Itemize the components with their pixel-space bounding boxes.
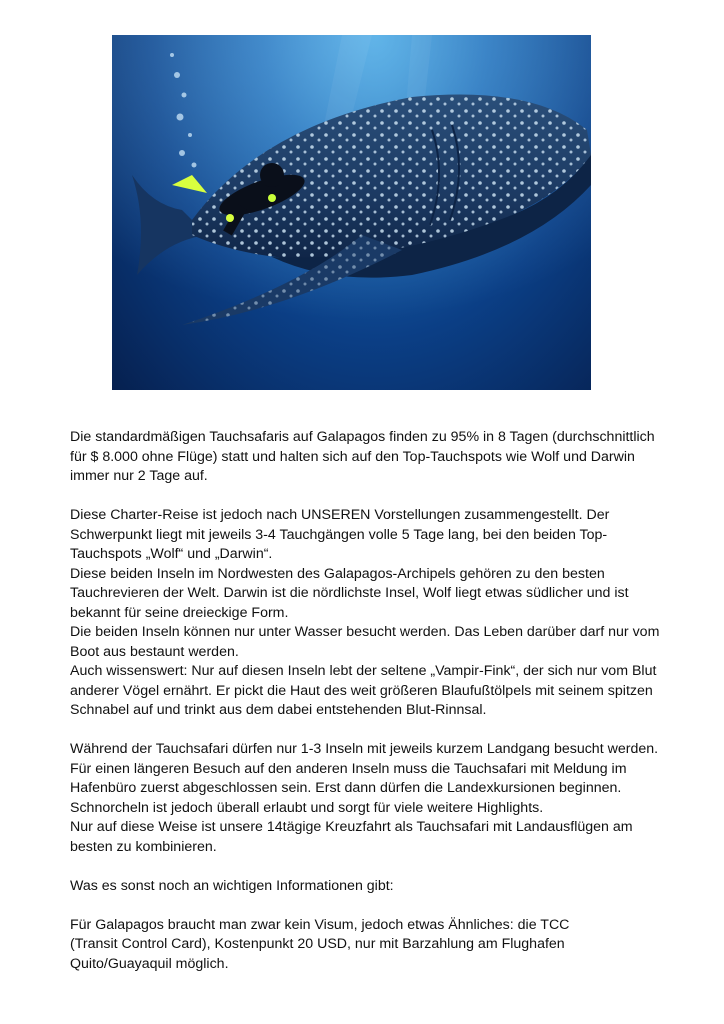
whale-shark-illustration	[112, 35, 591, 390]
text-line: Die standardmäßigen Tauchsafaris auf Galapagos finden zu 95% in 8 Tagen (durchschnittlich	[70, 429, 655, 445]
text-line: bekannt für seine dreieckige Form.	[70, 604, 289, 621]
text-line: Tauchrevieren der Welt. Darwin ist die nördlichste Insel, Wolf liegt etwas südlicher und ist	[70, 585, 629, 601]
text-line: Nur auf diese Weise ist unsere 14tägige Kreuzfahrt als Tauchsafari mit Landausflügen am	[70, 819, 633, 835]
paragraph-tcc	[70, 916, 680, 975]
text-line: Schnorcheln ist jedoch überall erlaubt und sorgt für viele weitere Highlights.	[70, 799, 544, 816]
text-line: Schwerpunkt liegt mit jeweils 3-4 Tauchgängen volle 5 Tage lang, bei den beiden Top-	[70, 526, 608, 543]
whale-shark-photo	[112, 35, 591, 390]
text-line: anderer Vögel ernährt. Er pickt die Haut des weit größeren Blaufußtölpels mit seinem spitzen	[70, 682, 653, 699]
paragraph-standard-safaris	[70, 428, 680, 487]
text-line: Auch wissenswert: Nur auf diesen Inseln lebt der seltene „Vampir-Fink“, der sich nur vom Blut	[70, 663, 657, 679]
text-line: Was es sonst noch an wichtigen Informationen gibt:	[70, 877, 394, 894]
text-line: Diese Charter-Reise ist jedoch nach UNSEREN Vorstellungen zusammengestellt. Der	[70, 507, 610, 523]
text-line: Während der Tauchsafari dürfen nur 1-3 Inseln mit jeweils kurzem Landgang besucht werden.	[70, 741, 659, 757]
paragraph-land-visits	[70, 740, 680, 857]
text-line: Für Galapagos braucht man zwar kein Visum, jedoch etwas Ähnliches: die TCC	[70, 916, 570, 933]
text-line: Diese beiden Inseln im Nordwesten des Galapagos-Archipels gehören zu den besten	[70, 565, 605, 582]
text-line: Quito/Guayaquil möglich.	[70, 955, 229, 972]
text-line: Die beiden Inseln können nur unter Wasser besucht werden. Das Leben darüber darf nur vom	[70, 624, 660, 640]
text-line: Schnabel auf und trinkt aus dem dabei entstehenden Blut-Rinnsal.	[70, 702, 487, 718]
paragraph-info-heading	[70, 877, 680, 897]
text-line: immer nur 2 Tage auf.	[70, 468, 208, 484]
paragraph-charter-trip	[70, 506, 680, 721]
text-line: besten zu kombinieren.	[70, 838, 217, 855]
text-line: Hafenbüro zuerst abgeschlossen sein. Erst dann dürfen die Landexkursionen beginnen.	[70, 780, 622, 796]
body-text	[70, 428, 680, 974]
text-line: für $ 8.000 ohne Flüge) statt und halten sich auf den Top-Tauchspots wie Wolf und Darwin	[70, 448, 635, 465]
text-line: Boot aus bestaunt werden.	[70, 643, 239, 660]
text-line: Tauchspots „Wolf“ und „Darwin“.	[70, 546, 273, 562]
text-line: (Transit Control Card), Kostenpunkt 20 USD, nur mit Barzahlung am Flughafen	[70, 936, 565, 952]
text-line: Für einen längeren Besuch auf den anderen Inseln muss die Tauchsafari mit Meldung im	[70, 760, 627, 777]
